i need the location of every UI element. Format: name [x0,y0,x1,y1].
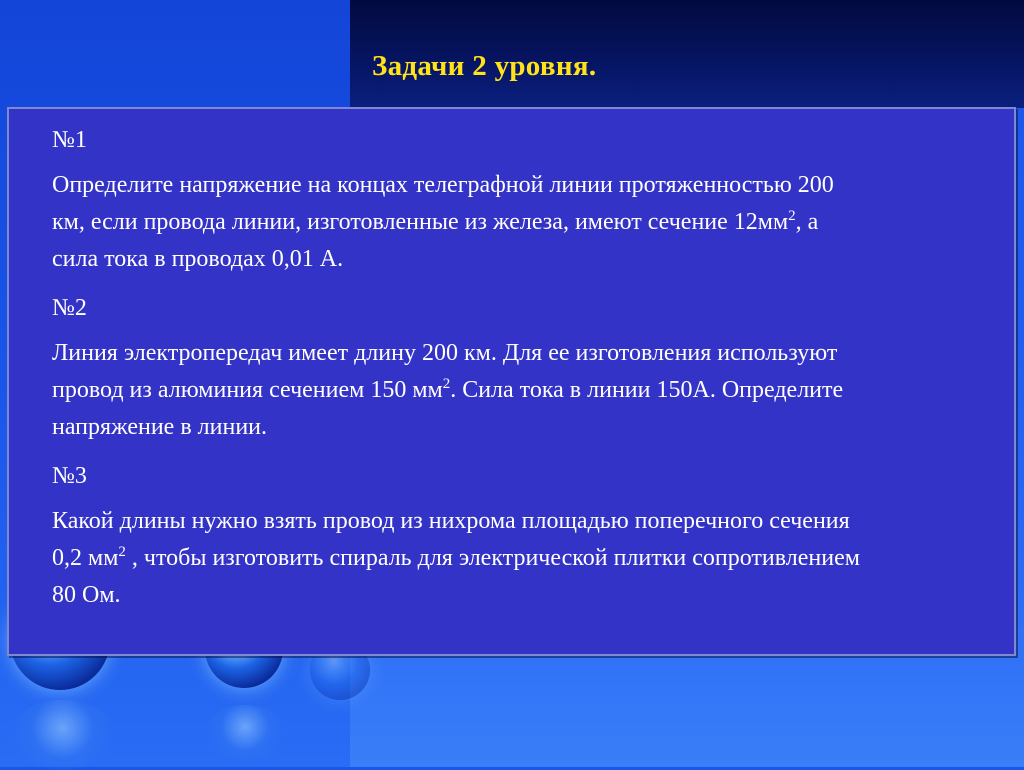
sphere-reflection [205,705,285,760]
task-line [52,372,1012,409]
task-line [52,540,1012,577]
task-number: №1 [52,127,87,153]
task-line-part: провод из алюминия сечением 150 мм [52,377,443,403]
task-number: №2 [52,295,87,321]
superscript: 2 [788,208,796,224]
task-text [52,503,1012,614]
task-line-part: , а [795,209,819,235]
task-line-part: км, если провода линии, изготовленные из железа, имеют сечение 12мм [52,209,789,235]
task-list [52,122,1012,626]
task-line: сила тока в проводах 0,01 А. [52,246,344,272]
task-text [52,335,1012,446]
task-line: Линия электропередач имеет длину 200 км. Для ее изготовления используют [52,340,838,366]
task-line [52,204,1012,241]
task-line: Определите напряжение на концах телеграфной линии протяженностью 200 [52,172,834,198]
task-line-part: . Сила тока в линии 150А. Определите [450,377,844,403]
task-line-part: 0,2 мм [52,545,119,571]
task-number: №3 [52,463,87,489]
task-line-part: , чтобы изготовить спираль для электрической плитки сопротивлением [125,545,860,571]
task-line: напряжение в линии. [52,414,268,440]
sphere-reflection [10,700,115,770]
task-text [52,167,1012,278]
slide-title: Задачи 2 уровня. [372,50,597,82]
superscript: 2 [442,376,451,392]
superscript: 2 [118,544,126,560]
task-line: 80 Ом. [52,582,121,608]
task-line: Какой длины нужно взять провод из нихрома площадью поперечного сечения [52,508,850,534]
